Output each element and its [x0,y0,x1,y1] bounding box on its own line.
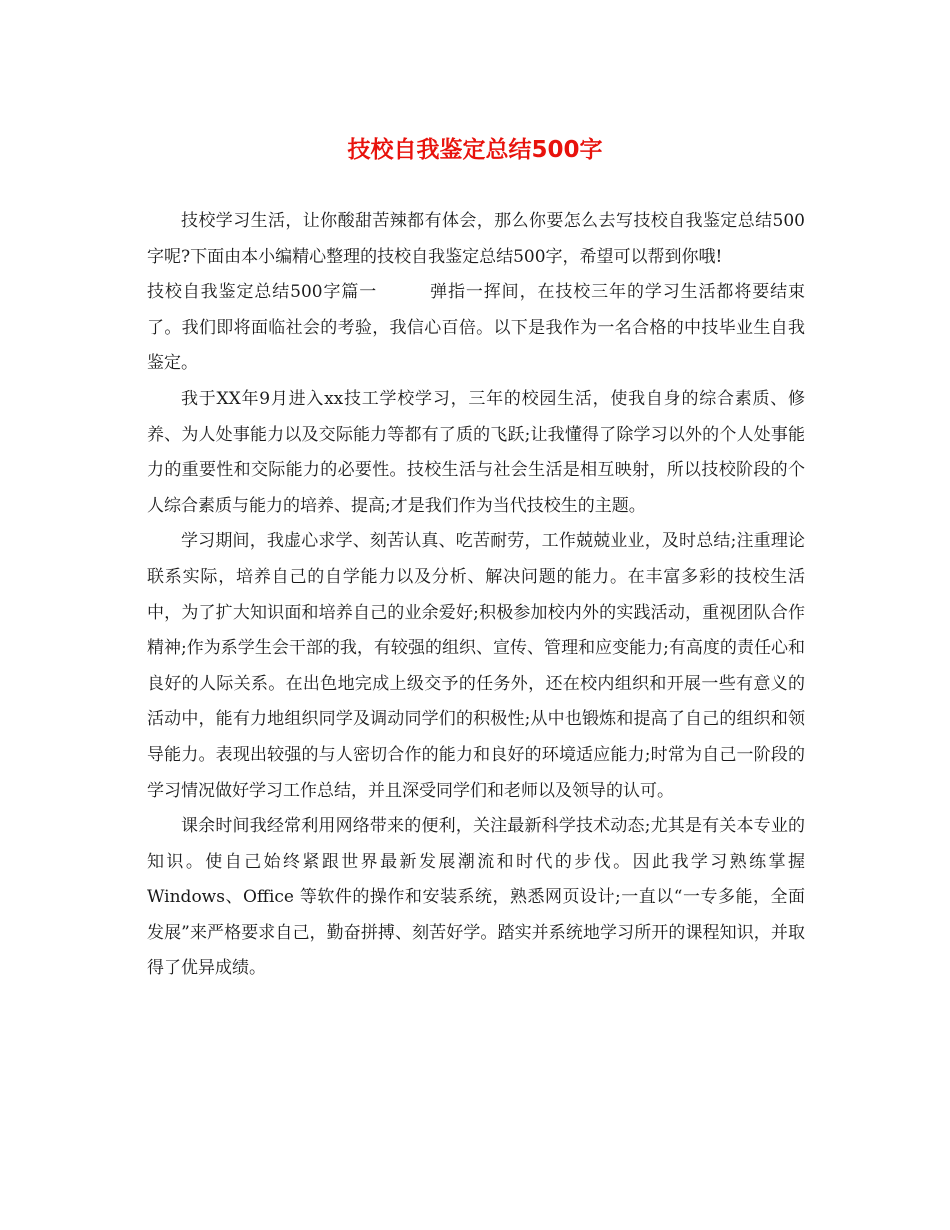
intro-paragraph: 技校学习生活，让你酸甜苦辣都有体会，那么你要怎么去写技校自我鉴定总结500字呢?下面由本小编精心整理的技校自我鉴定总结500字，希望可以帮到你哦! [147,211,805,267]
document-title: 技校自我鉴定总结500字 [347,137,603,163]
body-paragraph-2: 学习期间，我虚心求学、刻苦认真、吃苦耐劳，工作兢兢业业，及时总结;注重理论联系实际，培养自己的自学能力以及分析、解决问题的能力。在丰富多彩的技校生活中，为了扩大知识面和培养自己的业余爱好;积极参加校内外的实践活动，重视团队合作精神;作为系学生会干部的我，有较强的组织、宣传、管理和应变能力;有高度的责任心和良好的人际关系。在出色地完成上级交予的任务外，还在校内组织和开展一些有意义的活动中，能有力地组织同学及调动同学们的积极性;从中也锻炼和提高了自己的组织和领导能力。表现出较强的与人密切合作的能力和良好的环境适应能力;时常为自己一阶段的学习情况做好学习工作总结，并且深受同学们和老师以及领导的认可。 [147,531,805,801]
body-paragraph-3: 课余时间我经常利用网络带来的便利，关注最新科学技术动态;尤其是有关本专业的知识。使自己始终紧跟世界最新发展潮流和时代的步伐。因此我学习熟练掌握 Windows、Office 等软件的操作和安装系统，熟悉网页设计;一直以“一专多能，全面发展”来严格要求自己，勤奋拼搏、刻苦好学。踏实并系统地学习所开的课程知识，并取得了优异成绩。 [147,816,805,979]
document-body [147,204,805,987]
section-opening: 弹指一挥间，在技校三年的学习生活都将要结束了。我们即将面临社会的考验，我信心百倍。以下是我作为一名合格的中技毕业生自我鉴定。 [147,282,806,374]
section-heading: 技校自我鉴定总结500字篇一 [147,282,378,303]
section-block [147,275,805,382]
body-paragraph-1: 我于XX年9月进入xx技工学校学习，三年的校园生活，使我自身的综合素质、修养、为人处事能力以及交际能力等都有了质的飞跃;让我懂得了除学习以外的个人处事能力的重要性和交际能力的必要性。技校生活与社会生活是相互映射，所以技校阶段的个人综合素质与能力的培养、提高;才是我们作为当代技校生的主题。 [147,388,805,516]
